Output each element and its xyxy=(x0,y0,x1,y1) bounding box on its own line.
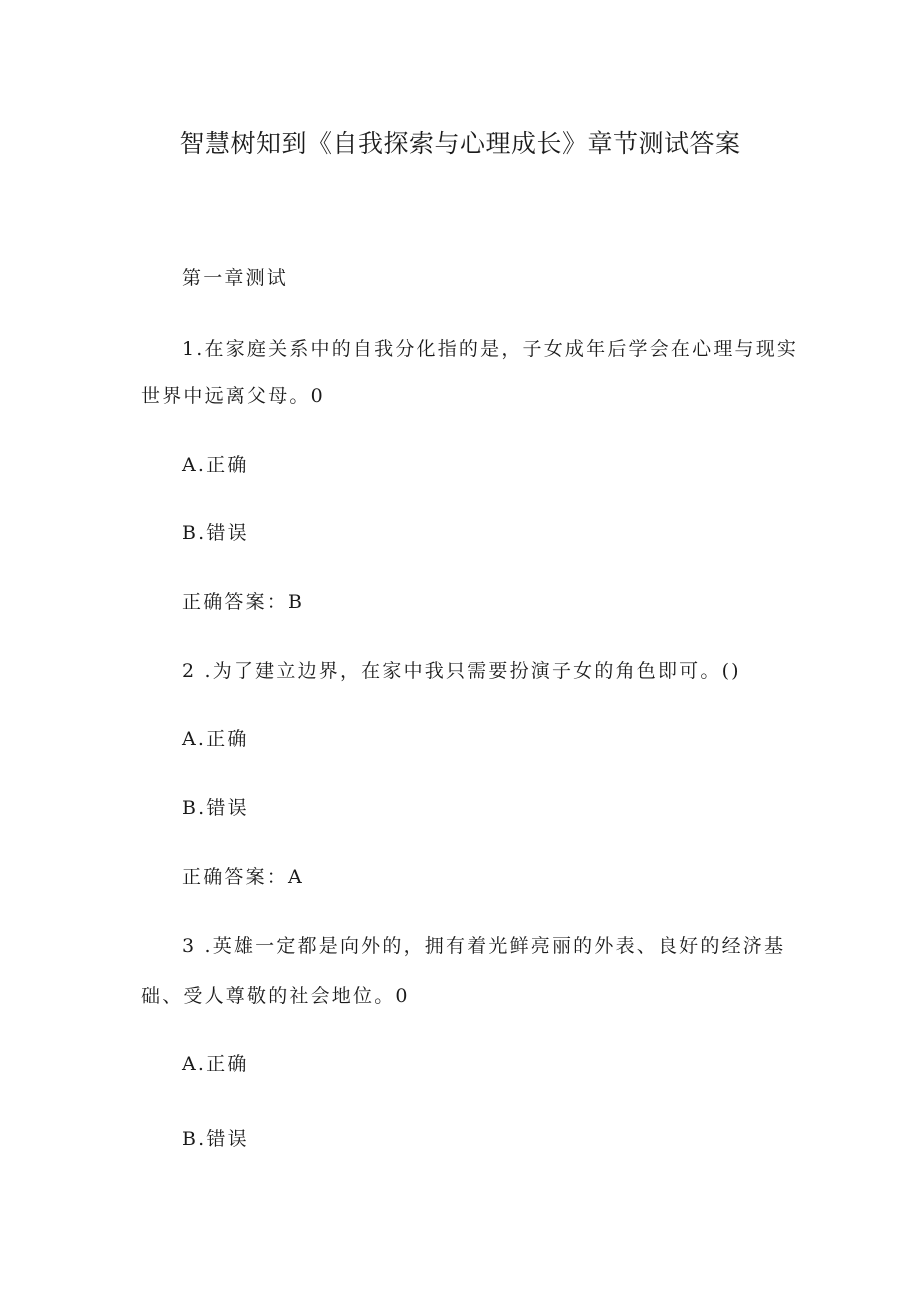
question-1-text-line-2: 世界中远离父母。0 xyxy=(141,385,325,407)
question-3-option-a: A.正确 xyxy=(182,1053,249,1075)
question-1-answer: 正确答案：B xyxy=(182,591,305,613)
section-heading: 第一章测试 xyxy=(182,267,289,289)
question-3-text-line-1: 3 .英雄一定都是向外的，拥有着光鲜亮丽的外表、良好的经济基 xyxy=(182,935,786,957)
document-title: 智慧树知到《自我探索与心理成长》章节测试答案 xyxy=(179,129,741,158)
question-2-answer: 正确答案：A xyxy=(182,866,304,888)
question-2-option-b: B.错误 xyxy=(182,797,249,819)
question-2-option-a: A.正确 xyxy=(182,728,249,750)
question-2-text-line-1: 2 .为了建立边界，在家中我只需要扮演子女的角色即可。() xyxy=(182,660,741,682)
question-3-text-line-2: 础、受人尊敬的社会地位。0 xyxy=(141,985,410,1007)
question-1-option-a: A.正确 xyxy=(182,454,249,476)
question-1-text-line-1: 1.在家庭关系中的自我分化指的是，子女成年后学会在心理与现实 xyxy=(182,338,799,360)
question-3-option-b: B.错误 xyxy=(182,1128,249,1150)
question-1-option-b: B.错误 xyxy=(182,522,249,544)
